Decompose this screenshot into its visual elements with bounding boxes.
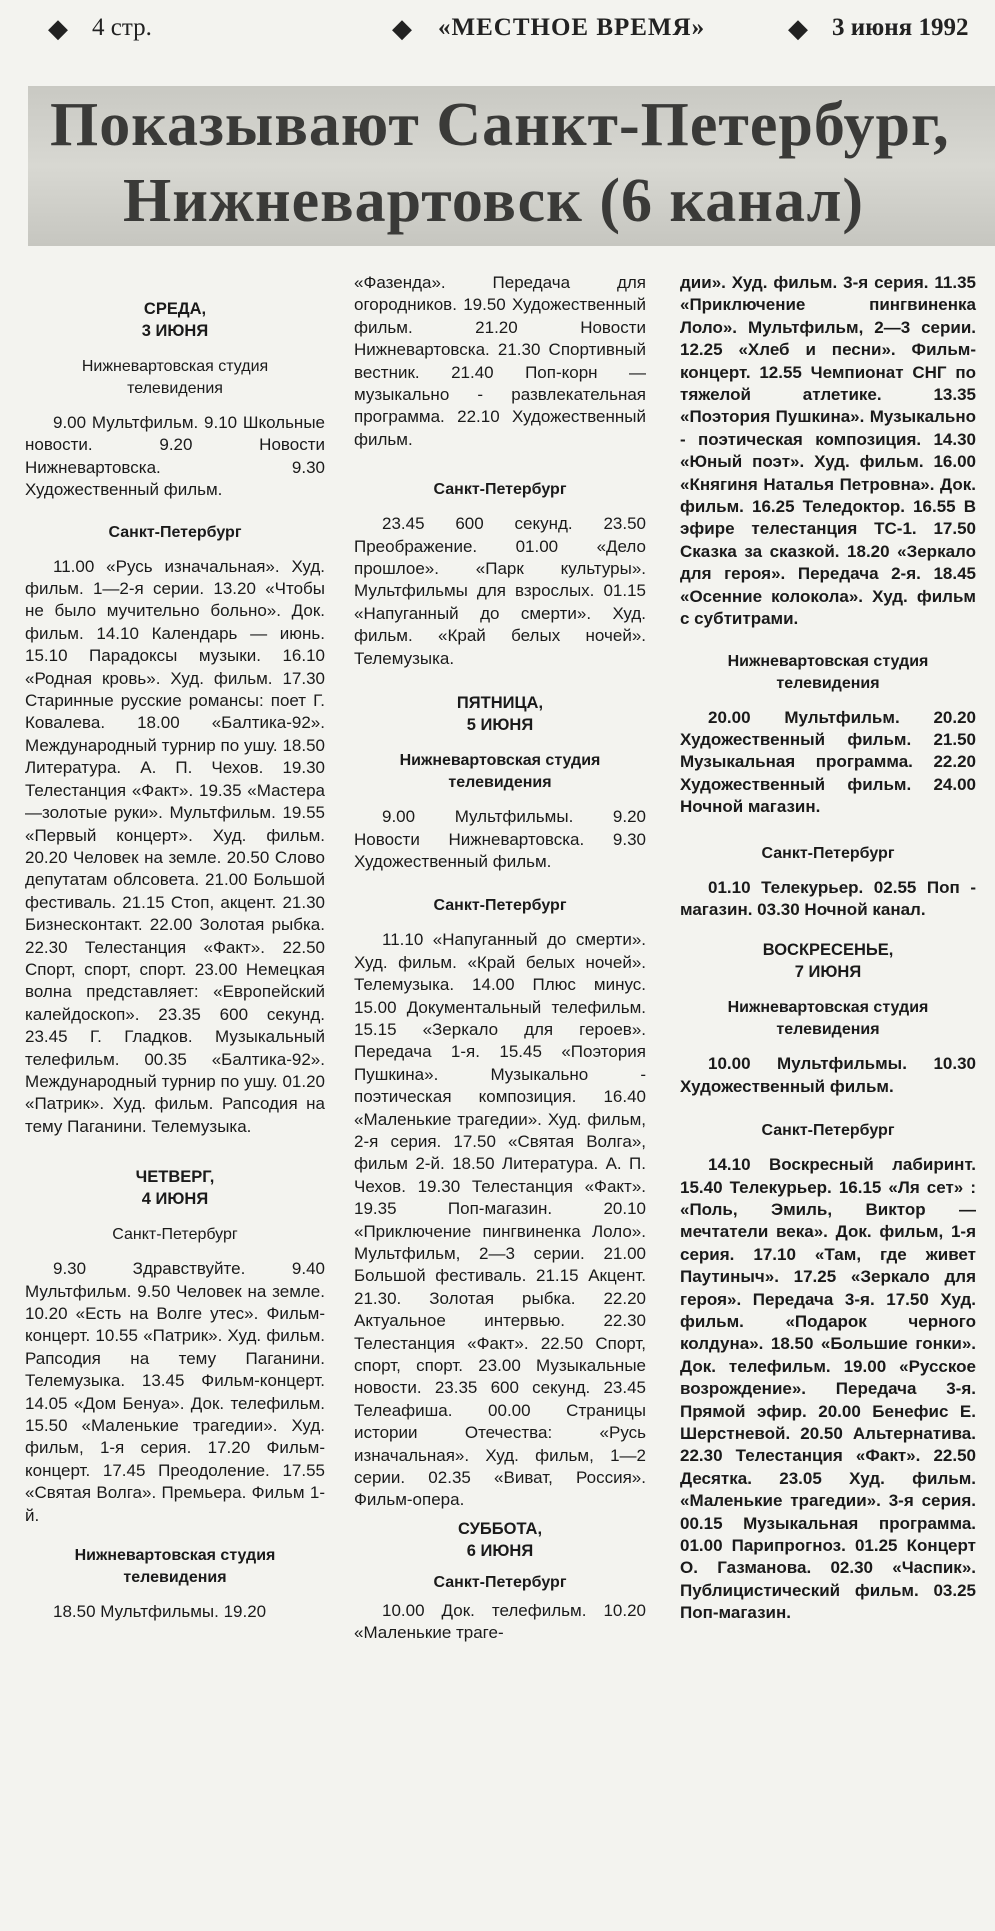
issue-date: 3 июня 1992 <box>832 14 969 41</box>
page-number: 4 стр. <box>92 14 152 41</box>
station-heading-nizhnevartovsk: Нижневартовская студия телевидения <box>727 999 929 1039</box>
schedule-text: 10.00 Док. телефильм. 10.20 «Маленькие траге- <box>354 1600 646 1643</box>
column-1 <box>25 262 325 1623</box>
diamond-icon: ◆ <box>48 14 68 43</box>
station-heading-spb: Санкт-Петербург <box>433 481 567 499</box>
schedule-text: 11.00 «Русь изначальная». Худ. фильм. 1—2-я серии. 13.20 «Чтобы не было мучительно больно». Док. фильм. 14.10 Календарь — июнь. 15.10 Парадоксы музыки. 16.10 «Родная кровь». Худ. фильм. 17.30 Старинные русские романсы: поет Г. Ковалева. 18.00 «Балтика-92». Международный турнир по ушу. 18.50 Литература. А. П. Чехов. 19.30 Телестанция «Факт». 19.35 «Мастера—золотые руки». Мультфильм. 19.55 «Первый концерт». Худ. фильм. 20.20 Человек на земле. 20.50 Слово депутатам облсовета. 21.00 Большой фестиваль. 21.15 Стоп, акцент. 21.30 Бизнесконтакт. 22.00 Золотая рыбка. 22.30 Телестанция «Факт». 22.50 Спорт, спорт, спорт. 23.00 Немецкая волна представляет: «Европейский калейдоскоп». 23.35 600 секунд. 23.45 Г. Гладков. Музыкальный телефильм. 00.35 «Балтика-92». Международный турнир по ушу. 01.20 «Патрик». Худ. фильм. Рапсодия на тему Паганини. Телемузыка. <box>25 556 325 1136</box>
headline-banner <box>28 86 995 246</box>
station-heading-spb: Санкт-Петербург <box>108 523 242 541</box>
schedule-text: 23.45 600 секунд. 23.50 Преображение. 01.00 «Дело прошлое». «Парк культуры». Мультфильмы для взрослых. 01.15 «Напуганный до смерти». Худ. фильм. «Край белых ночей». Телемузыка. <box>354 514 646 668</box>
day-heading-sunday: ВОСКРЕСЕНЬЕ, 7 ИЮНЯ <box>762 941 894 982</box>
newspaper-title: «МЕСТНОЕ ВРЕМЯ» <box>438 14 706 41</box>
station-heading-nizhnevartovsk: Нижневартовская студия телевидения <box>81 358 269 397</box>
diamond-icon: ◆ <box>392 14 412 43</box>
day-heading-thursday: ЧЕТВЕРГ, 4 ИЮНЯ <box>135 1168 215 1209</box>
column-3 <box>680 272 976 1625</box>
station-heading-spb: Санкт-Петербург <box>761 1122 895 1140</box>
page-header <box>0 0 995 62</box>
schedule-text: дии». Худ. фильм. 3-я серия. 11.35 «Приключение пингвиненка Лоло». Мультфильм, 2—3 серии. 12.25 «Хлеб и песни». Фильм-концерт. 12.55 Чемпионат СНГ по тяжелой атлетике. 13.35 «Поэтория Пушкина». Музыкально - поэтическая композиция. 14.30 «Юный поэт». Худ. фильм. 16.00 «Княгиня Наталья Петровна». Док. фильм. 16.25 Теледоктор. 16.55 В эфире телестанция ТС-1. 17.50 Сказка за сказкой. 18.20 «Зеркало для героя». Передача 2-я. 18.45 «Осенние колокола». Худ. фильм с субтитрами. <box>680 273 976 629</box>
schedule-text: «Фазенда». Передача для огородников. 19.50 Художественный фильм. 21.20 Новости Нижневартовска. 21.30 Спортивный вестник. 21.40 Поп-корн — музыкально - развлекательная программа. 22.10 Художественный фильм. <box>354 273 646 449</box>
station-heading-spb: Санкт-Петербург <box>433 897 567 915</box>
schedule-text: 10.00 Мультфильмы. 10.30 Художественный фильм. <box>680 1054 976 1096</box>
schedule-text: 9.00 Мультфильм. 9.10 Школьные новости. 9.20 Новости Нижневартовска. 9.30 Художественный фильм. <box>25 413 325 500</box>
day-heading-saturday: СУББОТА, 6 ИЮНЯ <box>457 1519 543 1560</box>
diamond-icon: ◆ <box>788 14 808 43</box>
schedule-text: 9.30 Здравствуйте. 9.40 Мультфильм. 9.50 Человек на земле. 10.20 «Есть на Волге утес». Фильм-концерт. 10.55 «Патрик». Худ. фильм. Рапсодия на тему Паганини. Телемузыка. 13.45 Фильм-концерт. 14.05 «Дом Бенуа». Док. телефильм. 15.50 «Маленькие трагедии». Худ. фильм, 1-я серия. 17.20 Фильм-концерт. 17.45 Преодоление. 17.55 «Святая Волга». Премьера. Фильм 1-й. <box>25 1259 325 1525</box>
schedule-text: 11.10 «Напуганный до смерти». Худ. фильм. «Край белых ночей». Телемузыка. 14.00 Плюс минус. 15.00 Документальный телефильм. 15.15 «Зеркало для героев». Передача 1-я. 15.45 «Поэтория Пушкина». Музыкально - поэтическая композиция. 16.40 «Маленькие трагедии». Худ. фильм, 2-я серия. 17.50 «Святая Волга», фильм 2-й. 18.50 Литература. А. П. Чехов. 19.30 Телестанция «Факт». 19.35 Поп-магазин. 20.10 «Приключение пингвиненка Лоло». Мультфильм, 2—3 серии. 21.00 Большой фестиваль. 21.15 Акцент. 21.30. Золотая рыбка. 22.20 Актуальное интервью. 22.30 Телестанция «Факт». 22.50 Спорт, спорт, спорт. 23.00 Музыкальные новости. 23.35 600 секунд. 23.45 Телеафиша. 00.00 Страницы истории Отечества: «Русь изначальная». Худ. фильм, 1—2 серии. 02.35 «Виват, Россия». Фильм-опера. <box>354 930 646 1510</box>
station-heading-nizhnevartovsk: Нижневартовская студия телевидения <box>399 752 601 792</box>
headline-line-1: Показывают Санкт-Петербург, <box>50 91 950 159</box>
station-heading-spb: Санкт-Петербург <box>761 844 895 862</box>
day-heading-friday: ПЯТНИЦА, 5 ИЮНЯ <box>456 694 544 735</box>
station-heading-nizhnevartovsk: Нижневартовская студия телевидения <box>727 652 929 692</box>
schedule-text: 01.10 Телекурьер. 02.55 Поп - магазин. 03.30 Ночной канал. <box>680 877 976 919</box>
schedule-text: 18.50 Мультфильмы. 19.20 <box>53 1602 267 1622</box>
station-heading-spb: Санкт-Петербург <box>433 1573 567 1591</box>
schedule-text: 20.00 Мультфильм. 20.20 Художественный фильм. 21.50 Музыкальная программа. 22.20 Художественный фильм. 24.00 Ночной магазин. <box>680 707 976 817</box>
schedule-text: 14.10 Воскресный лабиринт. 15.40 Телекурьер. 16.15 «Ля сет» : «Поль, Эмиль, Виктор — мечтатели века». Док. фильм, 1-я серия. 17.10 «Там, где живет Паутиныч». 17.25 «Зеркало для героя». Передача 3-я. 17.50 Худ. фильм. «Подарок черного колдуна». 18.50 «Большие гонки». Док. телефильм. 19.00 «Русское возрождение». Передача 3-я. Прямой эфир. 20.00 Бенефис Е. Шерстневой. 20.50 Альтернатива. 22.30 Телестанция «Факт». 22.50 Десятка. 23.05 Худ. фильм. «Маленькие трагедии». 3-я серия. 00.15 Музыкальная программа. 01.00 Парипрогноз. 01.25 Концерт О. Газманова. 02.30 «Часпик». Публицистический фильм. 03.25 Поп-магазин. <box>680 1155 976 1623</box>
station-heading-nizhnevartovsk: Нижневартовская студия телевидения <box>74 1547 276 1587</box>
column-2 <box>354 272 646 1645</box>
schedule-text: 9.00 Мультфильмы. 9.20 Новости Нижневартовска. 9.30 Художественный фильм. <box>354 807 646 871</box>
station-heading-spb: Санкт-Петербург <box>112 1226 238 1244</box>
day-heading-wednesday: СРЕДА, 3 ИЮНЯ <box>141 300 209 340</box>
headline-line-2: Нижневартовск (6 канал) <box>123 167 864 235</box>
